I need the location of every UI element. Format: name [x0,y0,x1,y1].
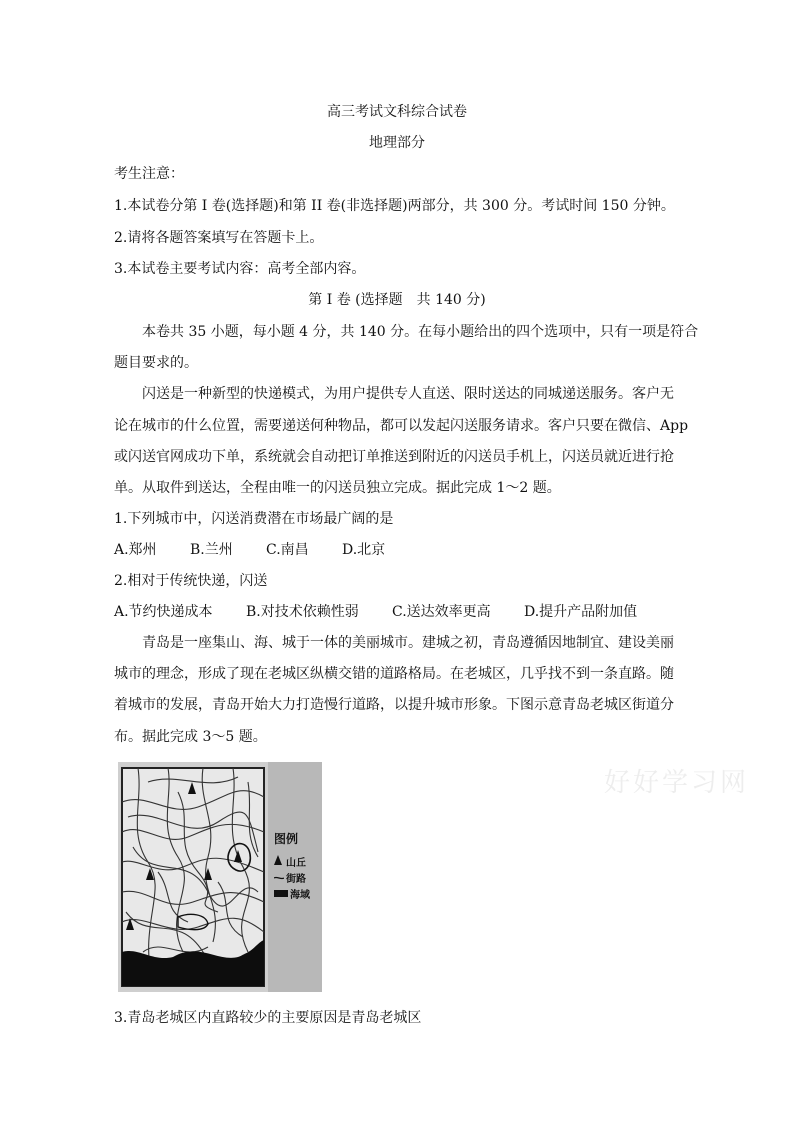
option-d[interactable]: D.提升产品附加值 [524,604,638,620]
section-title: 第 I 卷 (选择题 共 140 分) [308,292,486,308]
option-b[interactable]: B.兰州 [190,542,233,558]
option-c[interactable]: C.南昌 [266,542,309,558]
note-item: 3.本试卷主要考试内容：高考全部内容。 [114,261,366,277]
street-line-icon [274,872,284,883]
passage-line: 单。从取件到送达，全程由唯一的闪送员独立完成。据此完成 1～2 题。 [114,480,561,496]
passage-line: 论在城市的什么位置，需要递送何种物品，都可以发起闪送服务请求。客户只要在微信、App [114,418,689,434]
legend-title: 图例 [274,832,299,846]
exam-subtitle: 地理部分 [369,135,425,151]
qingdao-street-map [118,762,322,992]
option-b[interactable]: B.对技术依赖性弱 [246,604,359,620]
option-a[interactable]: A.节约快递成本 [114,604,213,620]
question-stem: 2.相对于传统快递，闪送 [114,573,268,589]
passage-line: 着城市的发展，青岛开始大力打造慢行道路，以提升城市形象。下图示意青岛老城区街道分 [114,697,674,713]
passage-line: 城市的理念，形成了现在老城区纵横交错的道路格局。在老城区，几乎找不到一条直路。随 [114,666,674,682]
section-intro: 本卷共 35 小题，每小题 4 分，共 140 分。在每小题给出的四个选项中，只有一项是符合 [142,324,699,340]
mountain-triangle-icon [274,855,284,868]
passage-line: 青岛是一座集山、海、城于一体的美丽城市。建城之初，青岛遵循因地制宜、建设美丽 [142,635,674,651]
option-d[interactable]: D.北京 [342,542,386,558]
notes-heading: 考生注意： [114,166,184,182]
legend-label-sea: 海域 [290,889,310,901]
section-intro: 题目要求的。 [114,355,198,371]
passage-line: 或闪送官网成功下单，系统就会自动把订单推送到附近的闪送员手机上，闪送员就近进行抢 [114,449,674,465]
option-c[interactable]: C.送达效率更高 [392,604,491,620]
note-item: 2.请将各题答案填写在答题卡上。 [114,230,324,246]
exam-title: 高三考试文科综合试卷 [327,104,467,120]
map-legend [274,830,320,901]
passage-line: 闪送是一种新型的快递模式，为用户提供专人直送、限时送达的同城递送服务。客户无 [142,386,674,402]
legend-label-hill: 山丘 [286,857,306,869]
watermark: 好好学习网 [604,768,750,798]
legend-label-street: 街路 [286,873,306,885]
sea-block-icon [274,890,288,897]
option-a[interactable]: A.郑州 [114,542,157,558]
question-stem: 3.青岛老城区内直路较少的主要原因是青岛老城区 [114,1010,422,1026]
question-stem: 1.下列城市中，闪送消费潜在市场最广阔的是 [114,511,394,527]
passage-line: 布。据此完成 3～5 题。 [114,729,267,745]
note-item: 1.本试卷分第 I 卷(选择题)和第 II 卷(非选择题)两部分，共 300 分。考试时间 150 分钟。 [114,198,675,214]
